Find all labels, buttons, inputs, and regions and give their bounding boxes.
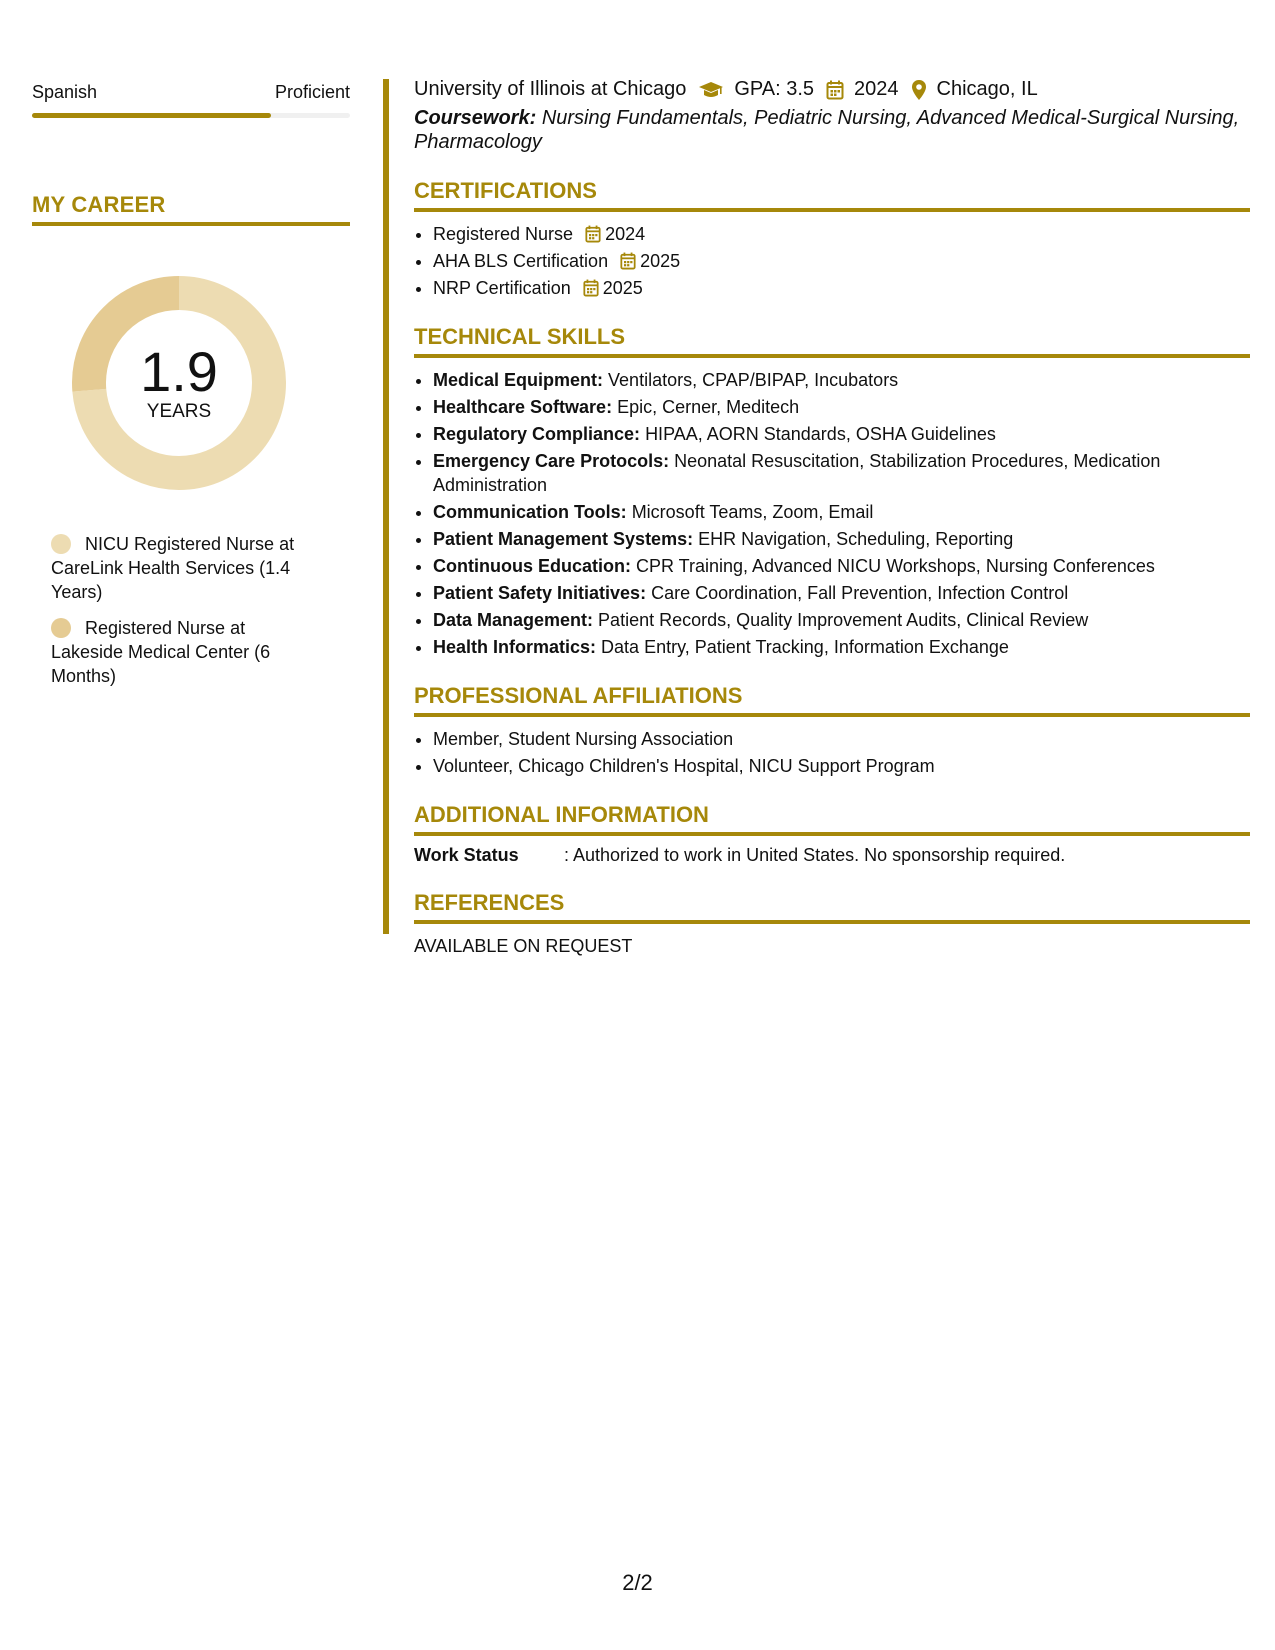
work-status-value: : Authorized to work in United States. No sponsorship required. <box>564 845 1066 865</box>
career-total-unit: YEARS <box>146 401 212 422</box>
affiliations-list <box>414 727 1250 778</box>
coursework-label: Coursework: <box>414 107 537 129</box>
skill-value: EHR Navigation, Scheduling, Reporting <box>698 529 1014 549</box>
language-name: Spanish <box>32 82 98 102</box>
certification-item <box>433 249 1250 273</box>
career-donut-chart <box>66 270 292 496</box>
certification-name: Registered Nurse <box>433 224 574 244</box>
references-text: AVAILABLE ON REQUEST <box>414 936 633 956</box>
coursework-text: Nursing Fundamentals, Pediatric Nursing, Advanced Medical-Surgical Nursing, Pharmacology <box>414 107 1240 153</box>
calendar-icon <box>585 225 601 243</box>
skill-value: Ventilators, CPAP/BIPAP, Incubators <box>608 370 899 390</box>
additional-info-heading: ADDITIONAL INFORMATION <box>414 802 1250 836</box>
skill-item <box>433 527 1250 551</box>
work-status-label: Work Status <box>414 845 519 865</box>
skill-label: Regulatory Compliance: <box>433 424 641 444</box>
main-column <box>414 78 1250 957</box>
education-location: Chicago, IL <box>936 78 1038 100</box>
language-level: Proficient <box>274 82 350 102</box>
certification-name: AHA BLS Certification <box>433 251 609 271</box>
work-status-row <box>414 845 1250 866</box>
skill-label: Emergency Care Protocols: <box>433 451 670 471</box>
language-proficiency-bar <box>32 113 350 118</box>
affiliation-item: • Volunteer, Chicago Children's Hospital, NICU Support Program <box>433 754 1250 778</box>
donut-center <box>66 270 292 496</box>
skill-item <box>433 608 1250 632</box>
language-proficiency-fill <box>32 113 271 118</box>
skill-value: Data Entry, Patient Tracking, Information Exchange <box>601 637 1009 657</box>
education-gpa: GPA: 3.5 <box>734 78 815 100</box>
sidebar <box>32 72 350 700</box>
certification-year: 2025 <box>640 251 681 271</box>
certifications-list <box>414 222 1250 300</box>
skill-label: Patient Safety Initiatives: <box>433 583 647 603</box>
education-coursework <box>414 106 1250 154</box>
skill-label: Health Informatics: <box>433 637 597 657</box>
location-pin-icon <box>911 79 927 101</box>
affiliations-heading: PROFESSIONAL AFFILIATIONS <box>414 683 1250 717</box>
career-legend <box>51 532 350 688</box>
education-school: University of Illinois at Chicago <box>414 78 687 100</box>
skill-value: Care Coordination, Fall Prevention, Infection Control <box>651 583 1069 603</box>
certifications-heading: CERTIFICATIONS <box>414 178 1250 212</box>
page-number: 2/2 <box>622 1570 653 1595</box>
skill-item <box>433 554 1250 578</box>
skill-value: Epic, Cerner, Meditech <box>617 397 800 417</box>
certification-year: 2024 <box>605 224 646 244</box>
certification-item <box>433 222 1250 246</box>
skill-item <box>433 500 1250 524</box>
legend-dot <box>51 618 71 638</box>
skill-value: Microsoft Teams, Zoom, Email <box>631 502 874 522</box>
career-heading: MY CAREER <box>32 192 350 226</box>
skill-label: Medical Equipment: <box>433 370 604 390</box>
column-divider <box>383 79 389 934</box>
skill-item <box>433 422 1250 446</box>
graduation-cap-icon <box>698 80 724 100</box>
skill-label: Continuous Education: <box>433 556 631 576</box>
skill-item <box>433 368 1250 392</box>
references-heading: REFERENCES <box>414 890 1250 924</box>
skill-value: Patient Records, Quality Improvement Audits, Clinical Review <box>598 610 1089 630</box>
skill-label: Data Management: <box>433 610 594 630</box>
skills-list <box>414 368 1250 659</box>
skill-item <box>433 449 1250 497</box>
skills-heading: TECHNICAL SKILLS <box>414 324 1250 358</box>
legend-item <box>51 532 311 604</box>
legend-label: NICU Registered Nurse at CareLink Health Services (1.4 Years) <box>51 534 295 602</box>
skill-value: HIPAA, AORN Standards, OSHA Guidelines <box>645 424 996 444</box>
education-year: 2024 <box>854 78 899 100</box>
calendar-icon <box>826 80 844 100</box>
calendar-icon <box>620 252 636 270</box>
skill-value: CPR Training, Advanced NICU Workshops, Nursing Conferences <box>636 556 1155 576</box>
legend-dot <box>51 534 71 554</box>
skill-label: Patient Management Systems: <box>433 529 694 549</box>
certification-item <box>433 276 1250 300</box>
language-row <box>32 72 350 103</box>
skill-item <box>433 395 1250 419</box>
legend-label: Registered Nurse at Lakeside Medical Center (6 Months) <box>51 618 271 686</box>
legend-item <box>51 616 311 688</box>
education-line <box>414 78 1250 101</box>
skill-label: Healthcare Software: <box>433 397 613 417</box>
career-total-years: 1.9 <box>140 340 218 403</box>
skill-value: Neonatal Resuscitation, Stabilization Procedures, Medication Administration <box>433 451 1161 495</box>
skill-item <box>433 581 1250 605</box>
skill-item <box>433 635 1250 659</box>
certification-name: NRP Certification <box>433 278 571 298</box>
skill-label: Communication Tools: <box>433 502 627 522</box>
calendar-icon <box>583 279 599 297</box>
affiliation-item: • Member, Student Nursing Association <box>433 727 1250 751</box>
certification-year: 2025 <box>602 278 643 298</box>
